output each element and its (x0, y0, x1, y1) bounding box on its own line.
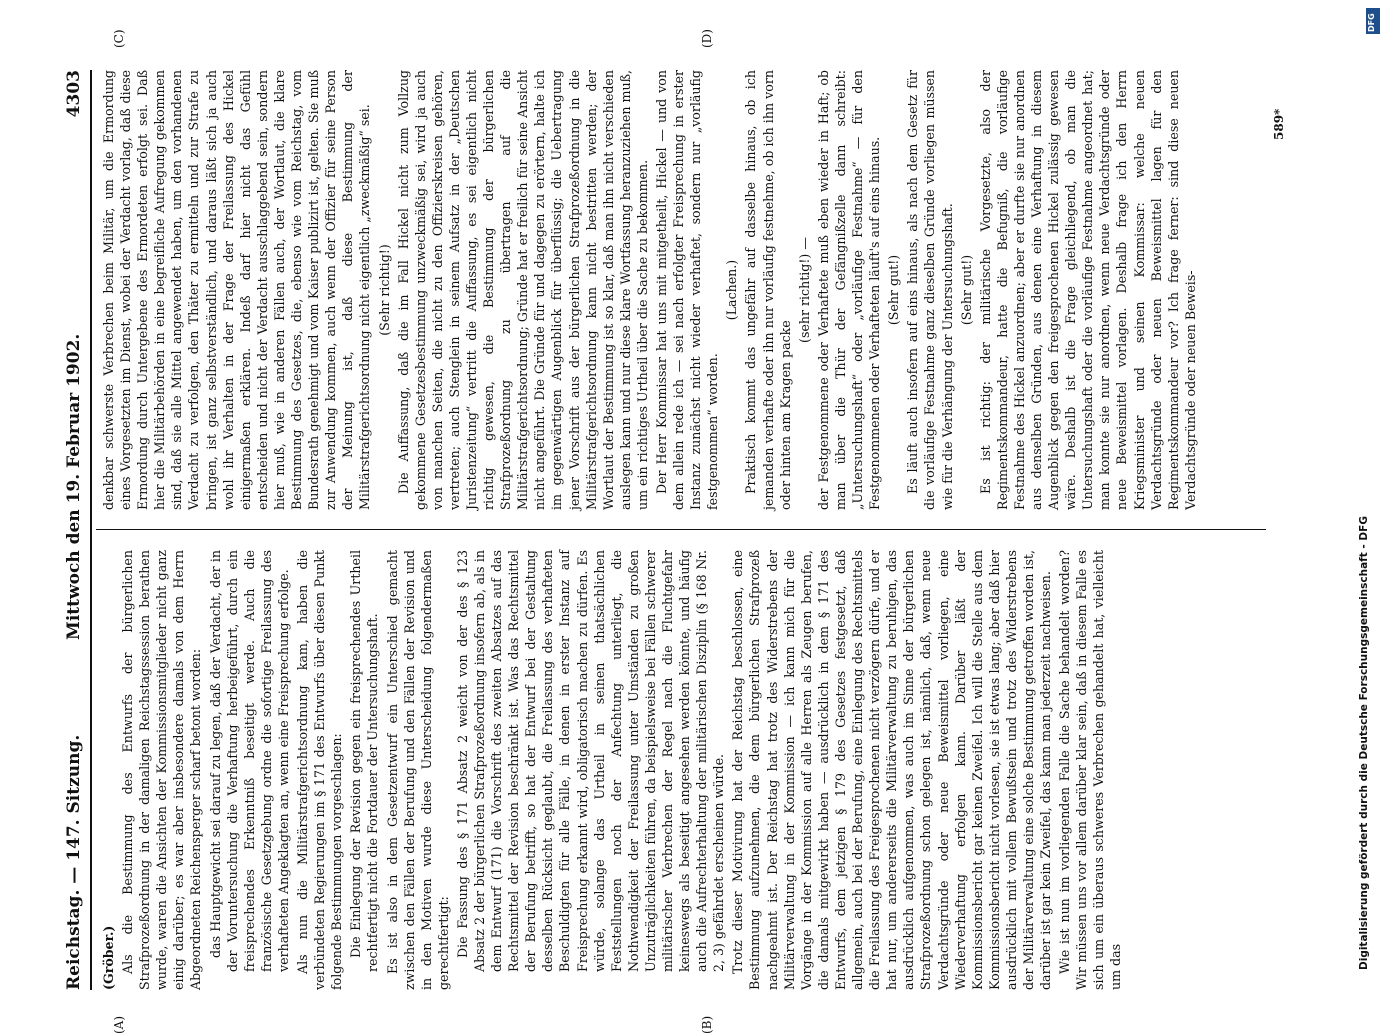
interjection: (Sehr richtig!) (376, 244, 392, 336)
quote: Die Einlegung der Revision gegen ein freisprechendes Urtheil rechtfertigt nicht die Fortdauer der Untersuchungshaft. (348, 550, 381, 972)
page-header (60, 70, 90, 990)
paragraph: Trotz dieser Motivirung hat der Reichstag beschlossen, eine Bestimmung aufzunehmen, die dem bürgerlichen Strafprozeß nachgeahmt ist. Der Reichstag hat trotz des Widerstrebens der Militärverwaltung in der Kommission — ich kann mich für die Vorgänge in der Kommission auf alle Herren als Zeugen berufen, die damals mitgewirkt haben — ausdrücklich in dem § 171 des Entwurfs, dem jetzigen § 179 des Gesetzes festgesetzt, daß allgemein, auch bei der Berufung, eine Einlegung des Rechtsmittels die Freilassung des Freigesprochenen nicht verzögern dürfe, und er hat nur, um andererseits die Militärverwaltung zu beruhigen, das ausdrücklich aufgenommen, was auch im Sinne der bürgerlichen Strafprozeßordnung schon gelegen ist, nämlich, daß, wenn neue Verdachtsgründe oder neue Beweismittel vorliegen, eine Wiederverhaftung erfolgen kann. Darüber läßt der Kommissionsbericht gar keinen Zweifel. Ich will die Stelle aus dem Kommissionsbericht nicht vorlesen, sie ist etwas lang; aber daß hier ausdrücklich mit vollem Bewußtsein und trotz des Widerstrebens der Militärverwaltung eine solche Bestimmung getroffen worden ist, darüber ist gar kein Zweifel, das kann man jederzeit nachweisen. (730, 550, 1054, 990)
left-column (100, 550, 1127, 990)
dfg-logo (1366, 8, 1380, 34)
paragraph: Als nun die Militärstrafgerichtsordnung kam, haben die verbündeten Regierungen im § 171 des Entwurfs über diesen Punkt folgende Bestimmungen vorgeschlagen: (295, 550, 345, 990)
paragraph: Als die Bestimmung des Entwurfs der bürgerlichen Strafprozeßordnung in der damaligen Reichstagssession berathen wurde, waren die Ansichten der Kommissionsmitglieder nicht ganz einig darüber; es war aber insbesondere damals von dem Herrn Abgeordneten Reichensperger scharf betont worden: (120, 550, 204, 990)
paragraph: denkbar schwerste Verbrechen beim Militär, um die Ermordung eines Vorgesetzten im Dienst, wobei der Verdacht vorlag, daß diese Ermordung durch Untergebene des Ermordeten erfolgt sei. Daß hier die Militärbehörden in eine begreifliche Aufregung gekommen sind, daß sie alle Mittel angewendet haben, um den vorhandenen Verdacht zu verfolgen, den Thäter zu ermitteln und zur Strafe zu bringen, ist ganz selbstverständlich, und daraus läßt sich ja auch wohl ihr Verhalten in der Frage der Freilassung des Hickel einigermaßen erklären. Indeß darf hier nicht das Gefühl entscheiden und nicht der Verdacht ausschlaggebend sein, sondern hier muß, wie in anderen Fällen auch, der Wortlaut, die klare Bestimmung des Gesetzes, die, ebenso wie vom Reichstag, vom Bundesrath genehmigt und vom Kaiser publizirt ist, gelten. Sie muß zur Anwendung kommen, auch wenn der Offizier für seine Person der Meinung ist, daß diese Bestimmung der Militärstrafgerichtsordnung nicht eigentlich „zweckmäßig“ sei. (101, 70, 373, 510)
paragraph: Es läuft auch insofern auf eins hinaus, als nach dem Gesetz für die vorläufige Festnahme ganz dieselben Gründe vorliegen müssen wie für die Verhängung der Untersuchungshaft. (905, 70, 955, 510)
margin-marker-d: (D) (700, 29, 714, 48)
paragraph: der Festgenommene oder Verhaftete muß eben wieder in Haft; ob man über die Thür der Gefängnißzelle dann schreibt: „Untersuchungshaft“ oder „vorläufige Festnahme“ — für den Festgenommenen oder Verhafteten läuft's auf eins hinaus. (815, 70, 883, 510)
quote: Die Fassung des § 171 Absatz 2 weicht von der des § 123 Absatz 2 der bürgerlichen Strafprozeßordnung insofern ab, als in dem Entwurf (171) die Vorschrift des zweiten Absatzes auf das Rechtsmittel der Revision beschränkt ist. Was das Rechtsmittel der Berufung betrifft, so hat der Entwurf bei der Gestaltung desselben Rücksicht geglaubt, die Freilassung des verhafteten Beschuldigten für alle Fälle, in denen in erster Instanz auf Freisprechung erkannt wird, obligatorisch machen zu dürfen. Es würde, solange das Urtheil in seinen thatsächlichen Feststellungen noch der Anfechtung unterliegt, die Nothwendigkeit der Freilassung unter Umständen zu großen Unzuträglichkeiten führen, da beispielsweise bei Fällen schwerer militärischer Verbrechen der Regel nach die Fluchtgefahr keineswegs als beseitigt angesehen werden könnte, und häufig auch die Aufrechterhaltung der militärischen Disziplin (§ 168 Nr. 2, 3) gefährdet erscheinen würde. (454, 550, 727, 972)
paragraph: Es ist richtig: der militärische Vorgesetzte, also der Regimentskommandeur, hatte die Befugniß, die vorläufige Festnahme des Hickel anzuordnen; aber er durfte sie nur anordnen aus denselben Gründen, aus denen eine Verhaftung in diesem Augenblick gegen den freigesprochenen Hickel zulässig gewesen wäre. Deshalb ist die Frage gleichliegend, ob man die Untersuchungshaft oder die vorläufige Festnahme angeordnet hat; man konnte sie nur anordnen, wenn neue Verdachtsgründe oder neue Beweismittel vorlagen. Deshalb frage ich den Herrn Kriegsminister und seinen Kommissar: welche neuen Verdachtsgründe oder neuen Beweismittel lagen für den Regimentskommandeur vor? Ich frage ferner: sind diese neuen Verdachtsgründe oder neuen Beweis- (977, 70, 1198, 510)
paragraph: Wie ist nun im vorliegenden Falle die Sache behandelt worden? Wir müssen uns vor allem darüber klar sein, daß in diesem Falle es sich um ein überaus schweres Verbrechen gehandelt hat, vielleicht um das (1057, 550, 1124, 990)
margin-marker-c: (C) (112, 29, 126, 48)
paragraph: Es ist also in dem Gesetzentwurf ein Unterschied gemacht zwischen den Fällen der Berufung und den Fällen der Revision und in den Motiven wurde diese Unterscheidung folgendermaßen gerechtfertigt: (384, 550, 451, 990)
interjection: (Lachen.) (724, 259, 740, 321)
dfg-logo-text: DFG (1367, 13, 1376, 32)
interjection: (Sehr gut!) (958, 254, 974, 326)
quote: das Hauptgewicht sei darauf zu legen, daß der Verdacht, der in der Voruntersuchung die Verhaftung herbeigeführt, durch ein freisprechendes Erkenntniß beseitigt werde. Auch die französische Gesetzgebung ordne die sofortige Freilassung des verhafteten Angeklagten an, wenn eine Freisprechung erfolge. (207, 550, 291, 972)
digitization-note-text: Digitalisierung gefördert durch die Deutsche Forschungsgemeinschaft - DFG (1358, 516, 1370, 970)
margin-marker-b: (B) (700, 1015, 714, 1034)
interjection: (Sehr gut!) (886, 254, 902, 326)
paragraph: Praktisch kommt das ungefähr auf dasselbe hinaus, ob ich jemanden verhafte oder ihn nur vorläufig festnehme, ob ich ihn vorn oder hinten am Kragen packe (743, 70, 793, 510)
speaker-label: (Gröber.) (101, 925, 116, 990)
header-left: Reichstag. — 147. Sitzung. (64, 734, 84, 990)
paragraph: Die Auffassung, daß die im Fall Hickel nicht zum Vollzug gekommene Gesetzesbestimmung unzweckmäßig sei, wird ja auch von manchen Seiten, die nicht zu den Offizierskreisen gehören, vertreten; auch Stenglein in seinem Aufsatz in der „Deutschen Juristenzeitung“ vertritt die Auffassung, es sei eigentlich nicht richtig gewesen, die Bestimmung der bürgerlichen Strafprozeßordnung zu übertragen auf die Militärstrafgerichtsordnung; Gründe hat er freilich für seine Ansicht nicht angeführt. Die Gründe für und dagegen zu erörtern, halte ich im gegenwärtigen Augenblick für überflüssig; die Uebertragung jener Vorschrift aus der bürgerlichen Strafprozeßordnung in die Militärstrafgerichtsordnung kann nicht bestritten werden; der Wortlaut der Bestimmung ist so klar, daß man ihn nicht verschieden auslegen kann und nur diese klare Wortfassung heranzuziehen muß, um ein richtiges Urtheil über die Sache zu bekommen. (395, 70, 650, 510)
header-rule (90, 70, 92, 990)
header-date: Mittwoch den 19. Februar 1902. (64, 333, 84, 640)
rotated-page (60, 29, 1300, 1034)
right-column (100, 70, 1201, 510)
sheet-number: 589* (1272, 108, 1286, 140)
interjection: (sehr richtig!) — (796, 237, 812, 343)
margin-marker-a: (A) (112, 1015, 126, 1034)
digitization-note (1358, 40, 1380, 970)
column-divider (96, 529, 1266, 530)
paragraph: Der Herr Kommissar hat uns mit mitgetheilt, Hickel — und von dem allein rede ich — sei nach erfolgter Freisprechung in erster Instanz zunächst nicht wieder verhaftet, sondern nur „vorläufig festgenommen“ worden. (654, 70, 721, 510)
page-number: 4303 (64, 70, 84, 118)
